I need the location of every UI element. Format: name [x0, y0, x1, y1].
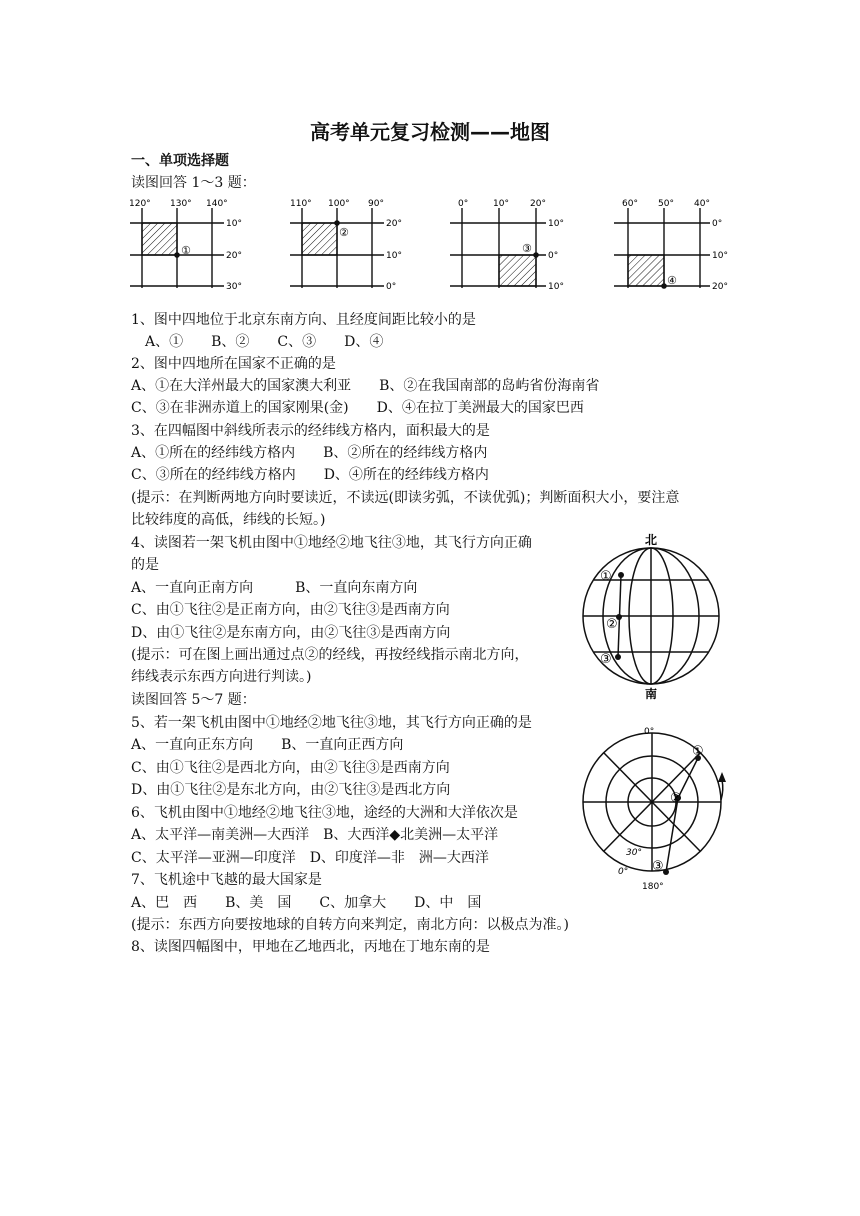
lon-label: 130°	[170, 199, 192, 209]
lon-label: 90°	[368, 199, 384, 209]
text-line: C、由①飞往②是正南方向，由②飞往③是西南方向	[131, 602, 450, 618]
south-label: 南	[645, 687, 658, 701]
text-line: 1、图中四地位于北京东南方向、且经度间距比较小的是	[131, 312, 476, 328]
text-line: 读图回答 1～3 题：	[131, 175, 256, 191]
text-line: C、③所在的经纬线方格内 D、④所在的经纬线方格内	[131, 467, 489, 483]
lon-label: 40°	[694, 199, 710, 209]
hint-line: (提示：在判断两地方向时要读近，不读远(即读劣弧，不读优弧)；判断面积大小，要注意	[131, 490, 680, 506]
lat-label: 20°	[386, 219, 402, 229]
marker-label: ②	[606, 617, 618, 632]
text-line: C、由①飞往②是西北方向，由②飞往③是西南方向	[131, 760, 450, 776]
grid-figure-1	[128, 196, 258, 296]
text-line: A、①在大洋州最大的国家澳大利亚 B、②在我国南部的岛屿省份海南省	[131, 378, 600, 394]
north-label: 北	[645, 533, 658, 547]
text-line: 3、在四幅图中斜线所表示的经纬线方格内，面积最大的是	[131, 423, 490, 439]
section-heading: 一、单项选择题	[131, 153, 229, 169]
marker-label: ①	[181, 244, 191, 257]
polar-label: 180°	[642, 882, 664, 892]
marker-label: ②	[670, 791, 682, 806]
hint-line: (提示：东西方向要按地球的自转方向来判定，南北方向：以极点为准。)	[131, 917, 569, 933]
text-line: 6、飞机由图中①地经②地飞往③地，途经的大洲和大洋依次是	[131, 805, 518, 821]
lat-label: 10°	[226, 219, 242, 229]
text-line: 5、若一架飞机由图中①地经②地飞往③地，其飞行方向正确的是	[131, 715, 532, 731]
polar-label: 0°	[618, 867, 629, 877]
text-line: A、①所在的经纬线方格内 B、②所在的经纬线方格内	[131, 445, 488, 461]
lon-label: 60°	[622, 199, 638, 209]
text-line: D、由①飞往②是东北方向，由②飞往③是西北方向	[131, 782, 451, 798]
lon-label: 10°	[493, 199, 509, 209]
polar-label: 0°	[644, 727, 655, 737]
lon-label: 0°	[458, 199, 469, 209]
polar-label: 30°	[626, 848, 642, 858]
marker-label: ③	[522, 242, 532, 255]
lon-label: 20°	[530, 199, 546, 209]
lat-label: 0°	[386, 282, 397, 292]
hint-line: 比较纬度的高低，纬线的长短。)	[131, 512, 326, 528]
hint-line: 纬线表示东西方向进行判读。)	[131, 669, 312, 685]
text-line: C、太平洋—亚洲—印度洋 D、印度洋—非 洲—大西洋	[131, 850, 489, 866]
text-line: A、巴 西 B、美 国 C、加拿大 D、中 国	[131, 895, 482, 911]
lon-label: 120°	[129, 199, 151, 209]
lat-label: 10°	[548, 282, 564, 292]
text-line: A、一直向正东方向 B、一直向正西方向	[131, 737, 404, 753]
lat-label: 10°	[386, 251, 402, 261]
lat-label: 10°	[712, 251, 728, 261]
lat-label: 20°	[226, 251, 242, 261]
text-line: 读图回答 5～7 题：	[131, 692, 256, 708]
marker-label: ③	[600, 652, 612, 667]
hint-line: (提示：可在图上画出通过点②的经线，再按经线指示南北方向，	[131, 647, 529, 663]
marker-label: ④	[667, 274, 677, 287]
grid-figure-3	[448, 196, 578, 296]
text-line: A、太平洋—南美洲—大西洋 B、大西洋◆北美洲—太平洋	[131, 827, 499, 843]
lon-label: 140°	[206, 199, 228, 209]
text-line: D、由①飞往②是东南方向，由②飞往③是西南方向	[131, 625, 451, 641]
text-line: 4、读图若一架飞机由图中①地经②地飞往③地，其飞行方向正确	[131, 535, 532, 551]
lon-label: 110°	[290, 199, 312, 209]
marker-label: ②	[339, 226, 349, 239]
lat-label: 30°	[226, 282, 242, 292]
page-title: 高考单元复习检测——地图	[310, 120, 550, 144]
text-line: 2、图中四地所在国家不正确的是	[131, 356, 336, 372]
marker-label: ①	[692, 744, 704, 759]
text-line: 8、读图四幅图中，甲地在乙地西北，丙地在丁地东南的是	[131, 939, 490, 955]
text-line: 7、飞机途中飞越的最大国家是	[131, 872, 322, 888]
text-line: C、③在非洲赤道上的国家刚果(金) D、④在拉丁美洲最大的国家巴西	[131, 400, 584, 416]
lat-label: 0°	[712, 219, 723, 229]
polar-figure	[578, 722, 738, 898]
marker-label: ③	[652, 859, 664, 874]
lon-label: 100°	[328, 199, 350, 209]
marker-label: ①	[600, 569, 612, 584]
grid-figure-2	[288, 196, 418, 296]
lat-label: 20°	[712, 282, 728, 292]
grid-figure-4	[612, 196, 742, 296]
lat-label: 10°	[548, 219, 564, 229]
text-line: 的是	[131, 557, 159, 573]
text-line: A、① B、② C、③ D、④	[131, 334, 384, 350]
globe-figure	[578, 530, 728, 706]
lat-label: 0°	[548, 251, 559, 261]
text-line: A、一直向正南方向 B、一直向东南方向	[131, 580, 418, 596]
lon-label: 50°	[658, 199, 674, 209]
